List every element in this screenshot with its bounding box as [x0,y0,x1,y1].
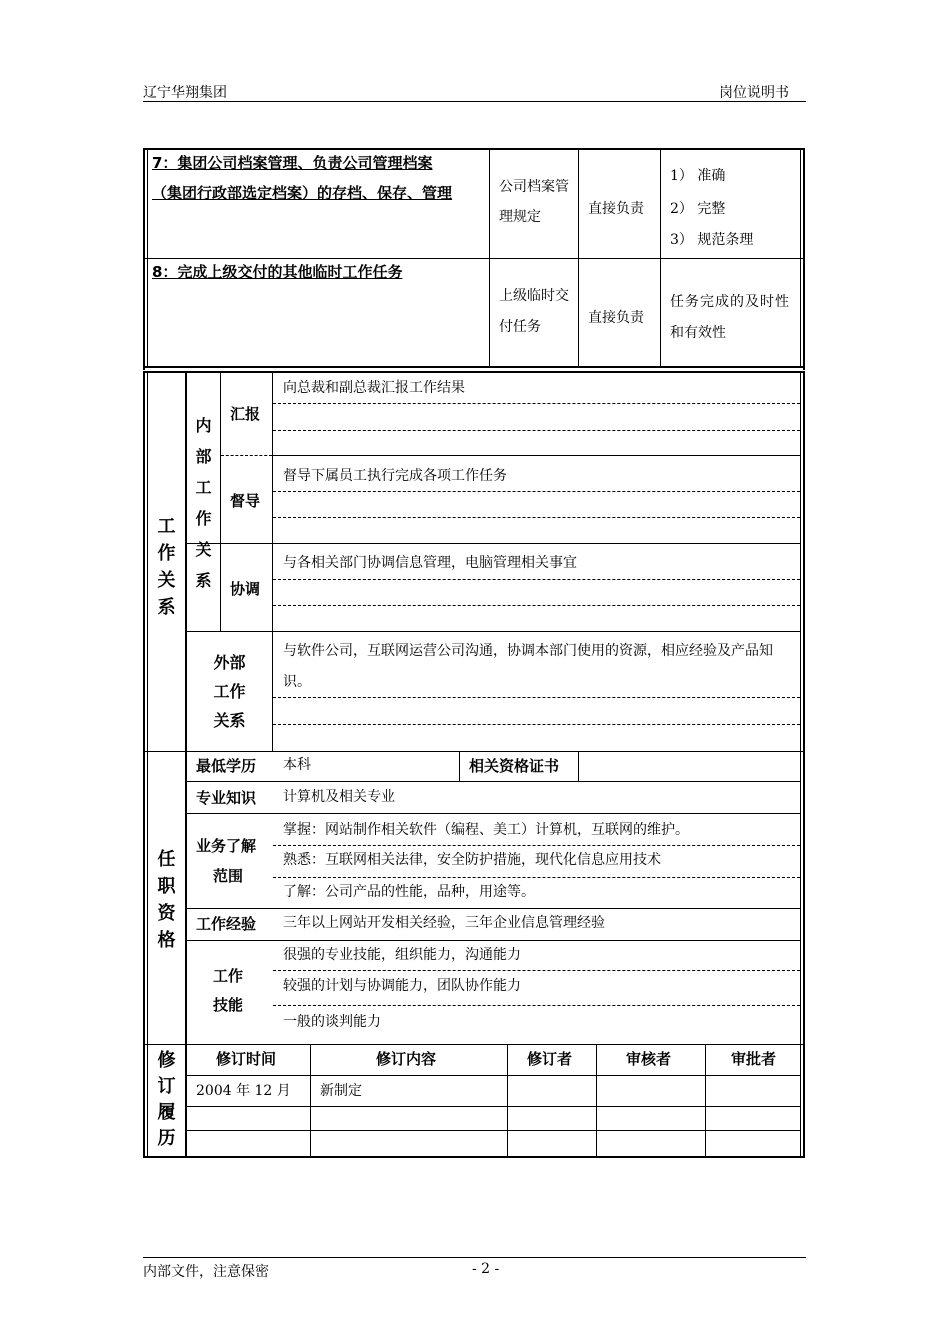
business-scope-item: 掌握：网站制作相关软件（编程、美工）计算机，互联网的维护。 [283,822,689,838]
header-company: 辽宁华翔集团 [143,85,227,101]
duty-7-standard: 1） 准确 [670,168,726,184]
duty-8-basis-cont: 付任务 [499,319,541,335]
section-work-relations: 工 作 关 系 [157,516,176,618]
revision-header-reviser: 修订者 [527,1050,573,1068]
header-rule [143,101,806,102]
section-qualifications: 任 职 资 格 [157,849,176,951]
duty-8-responsibility: 直接负责 [588,310,644,326]
duty-8-standard: 任务完成的及时性 [670,294,790,310]
external-text: 与软件公司，互联网运营公司沟通，协调本部门使用的资源，相应经验及产品知 [283,643,773,659]
business-scope-item: 熟悉：互联网相关法律，安全防护措施，现代化信息应用技术 [283,852,661,868]
experience-value: 三年以上网站开发相关经验，三年企业信息管理经验 [283,915,605,931]
footer-rule [143,1257,806,1258]
supervise-label: 督导 [230,492,261,510]
knowledge-value: 计算机及相关专业 [283,789,395,805]
duty-7-basis: 公司档案管 [499,179,569,195]
skill-item: 一般的谈判能力 [283,1014,381,1030]
duty-7-standard: 2） 完整 [670,201,726,217]
duty-8-standard-cont: 和有效性 [670,325,726,341]
revision-date: 2004 年 12 月 [196,1083,291,1099]
header-doc-title: 岗位说明书 [719,85,789,101]
duty-7-basis-cont: 理规定 [499,209,541,225]
revision-header-approver: 审批者 [731,1050,777,1068]
report-text: 向总裁和副总裁汇报工作结果 [283,380,465,396]
skill-item: 很强的专业技能，组织能力，沟通能力 [283,947,521,963]
knowledge-label: 专业知识 [196,789,257,807]
duty-7-responsibility: 直接负责 [588,201,644,217]
internal-relations-label: 内 部 工 作 关 系 [195,416,212,590]
footer-confidential: 内部文件，注意保密 [143,1264,269,1280]
external-text-cont: 识。 [283,674,311,690]
skill-item: 较强的计划与协调能力，团队协作能力 [283,978,521,994]
duty-7-title-cont: （集团行政部选定档案）的存档、保存、管理 [152,184,453,202]
page-number: - 2 - [472,1261,500,1277]
business-scope-item: 了解：公司产品的性能，品种，用途等。 [283,884,535,900]
skills-label-cont: 技能 [213,996,244,1014]
section-revision-history: 修 订 履 历 [157,1050,176,1149]
revision-header-date: 修订时间 [216,1050,277,1068]
supervise-text: 督导下属员工执行完成各项工作任务 [283,468,507,484]
revision-header-content: 修订内容 [376,1050,437,1068]
report-label: 汇报 [230,405,261,423]
revision-content: 新制定 [320,1083,362,1099]
duty-8-title: 8：完成上级交付的其他临时工作任务 [152,263,403,281]
education-label: 最低学历 [196,757,257,775]
certificate-label: 相关资格证书 [469,757,560,775]
skills-label: 工作 [213,967,244,985]
external-relations-label: 外部 工作 关系 [213,653,246,730]
coordinate-text: 与各相关部门协调信息管理，电脑管理相关事宜 [283,555,577,571]
coordinate-label: 协调 [230,580,261,598]
business-scope-label: 业务了解 [196,837,257,855]
experience-label: 工作经验 [196,915,257,933]
duty-8-basis: 上级临时交 [499,288,569,304]
education-value: 本科 [283,757,311,773]
duty-7-standard: 3） 规范条理 [670,232,754,248]
revision-header-reviewer: 审核者 [626,1050,672,1068]
business-scope-label-cont: 范围 [213,867,244,885]
duty-7-title: 7：集团公司档案管理、负责公司管理档案 [152,154,433,172]
